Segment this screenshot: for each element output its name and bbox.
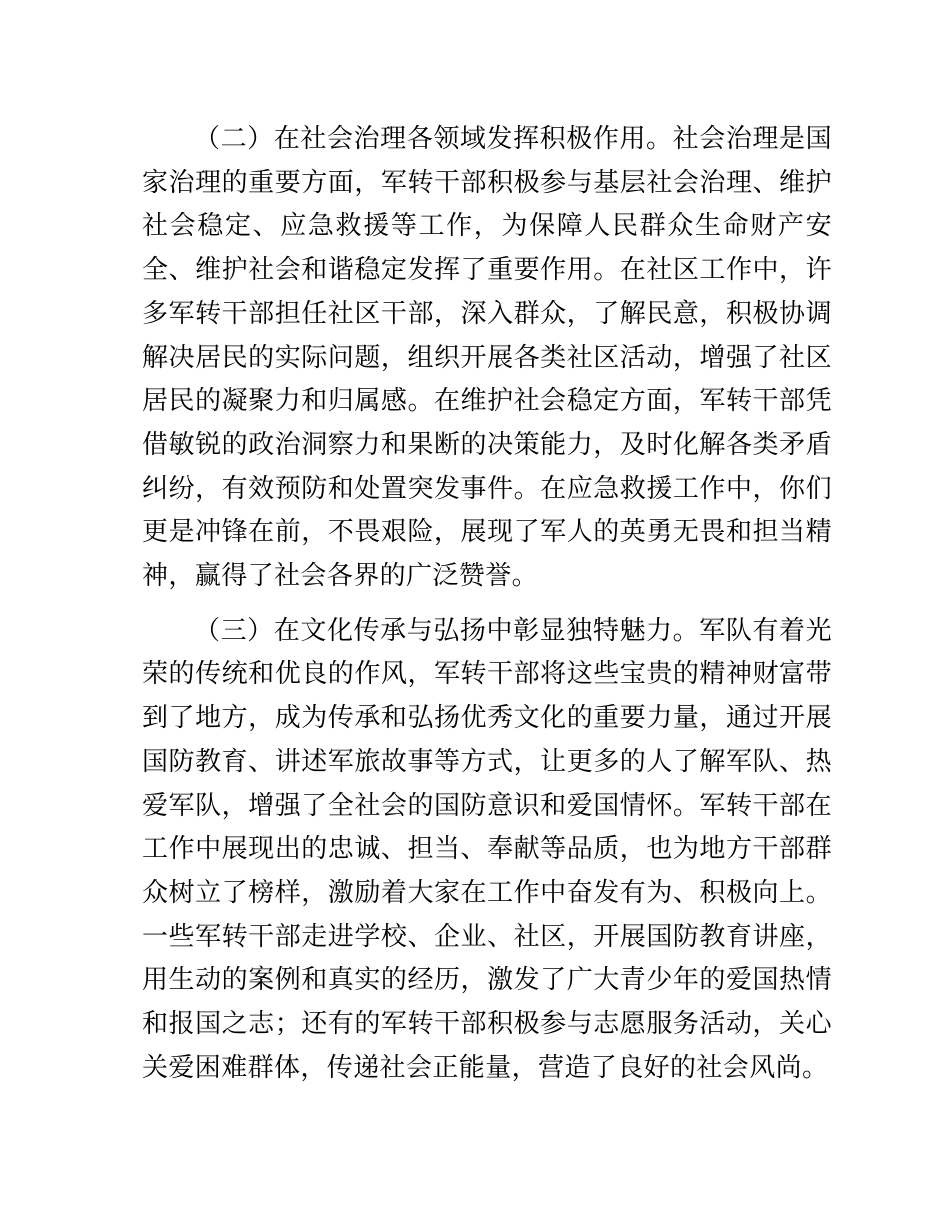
- document-body: [142, 118, 832, 1090]
- paragraph-social-governance: （二）在社会治理各领域发挥积极作用。社会治理是国家治理的重要方面，军转干部积极参与基层社会治理、维护社会稳定、应急救援等工作，为保障人民群众生命财产安全、维护社会和谐稳定发挥了重要作用。在社区工作中，许多军转干部担任社区干部，深入群众，了解民意，积极协调解决居民的实际问题，组织开展各类社区活动，增强了社区居民的凝聚力和归属感。在维护社会稳定方面，军转干部凭借敏锐的政治洞察力和果断的决策能力，及时化解各类矛盾纠纷，有效预防和处置突发事件。在应急救援工作中，你们更是冲锋在前，不畏艰险，展现了军人的英勇无畏和担当精神，赢得了社会各界的广泛赞誉。: [142, 124, 832, 592]
- paragraph-cultural-heritage: （三）在文化传承与弘扬中彰显独特魅力。军队有着光荣的传统和优良的作风，军转干部将这些宝贵的精神财富带到了地方，成为传承和弘扬优秀文化的重要力量，通过开展国防教育、讲述军旅故事等方式，让更多的人了解军队、热爱军队，增强了全社会的国防意识和爱国情怀。军转干部在工作中展现出的忠诚、担当、奉献等品质，也为地方干部群众树立了榜样，激励着大家在工作中奋发有为、积极向上。一些军转干部走进学校、企业、社区，开展国防教育讲座，用生动的案例和真实的经历，激发了广大青少年的爱国热情和报国之志；还有的军转干部积极参与志愿服务活动，关心关爱困难群体，传递社会正能量，营造了良好的社会风尚。: [142, 615, 832, 1083]
